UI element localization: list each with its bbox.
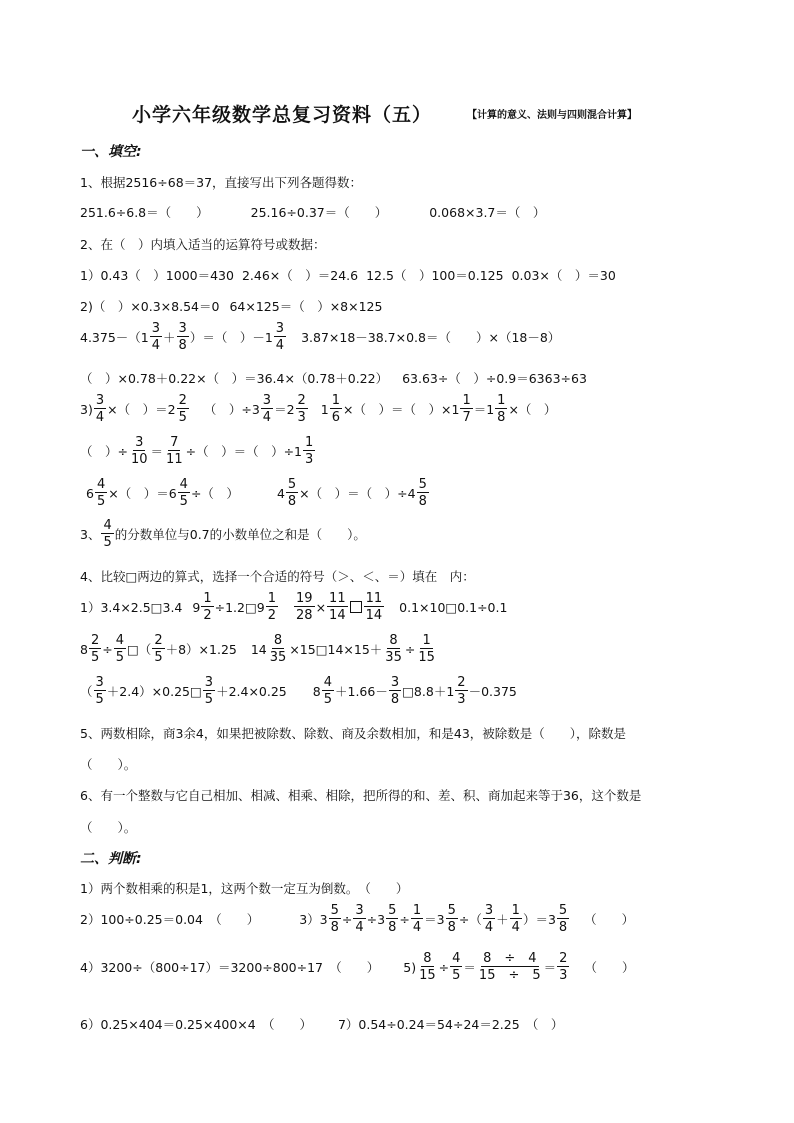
judge-3g: ＋ [496,912,509,927]
q2-3b: ＋ [163,330,176,345]
judge-7: 7）0.54÷0.24＝54÷24＝2.25 （ ） [337,1017,564,1032]
page-subtitle: 【计算的意义、法则与四则混合计算】 [467,110,637,121]
fraction [261,394,273,424]
denominator: 5 [323,692,332,707]
numerator: 2 [297,393,306,408]
denominator: 8 [330,920,339,935]
judge-line-3 [80,952,634,982]
q2-6b: ＝ [150,444,164,459]
denominator: 4 [412,920,422,935]
numerator: 3 [484,903,494,918]
q1-stem: 1、根据2516÷68＝37，直接写出下列各题得数： [80,175,363,190]
denominator: 15 [419,968,436,983]
q4-line-1 [80,592,507,622]
q4-1b: 9 [192,599,201,615]
fraction [329,904,341,934]
denominator: 8 [390,692,400,707]
numerator: 5 [447,903,456,918]
numerator: 4 [323,675,332,690]
q2-6c: ÷（ ）＝（ ）÷1 [185,444,302,459]
judge-3b: ÷ [341,911,353,927]
numerator: 4 [452,951,461,966]
fraction [286,478,298,508]
denominator: 5 [103,535,112,550]
q4-3b: ＋2.4）×0.25□ [106,684,202,699]
judge-5c: ＝ [463,960,476,975]
fraction [129,436,150,466]
q4-1c: ÷1.2□9 [214,599,265,615]
numerator: 8 [423,951,432,966]
judge-3c: ÷3 [366,911,386,927]
q6-line-1: 6、有一个整数与它自己相加、相减、相乘、相除，把所得的和、差、积、商加起来等于36，这个数是 [80,788,642,803]
fraction [101,519,113,549]
q4-3c: ＋2.4×0.25 [216,684,287,699]
q2-line-7 [80,478,430,508]
q4-2e: 14 [250,641,267,657]
judge-6: 6）0.25×404＝0.25×400×4 （ ） [80,1017,312,1032]
numerator: 3 [135,435,144,450]
denominator: 3 [559,968,568,983]
numerator: 3 [390,675,400,690]
q1-items [80,203,545,221]
q4-stem: 4、比较□两边的算式，选择一个合适的符号（＞、＜、＝）填在 内： [80,569,475,584]
numerator: 7 [170,435,179,450]
denominator: 14 [329,608,346,623]
numerator: 2 [154,633,163,648]
judge-1: 1）两个数相乘的积是1，这两个数一定互为倒数。 （ ） [80,881,409,896]
q4-1a: 1）3.4×2.5□3.4 [80,600,183,615]
fraction-3-4 [274,322,286,352]
q2-5b: ×（ ）＝2 [107,402,176,417]
numerator: 1 [412,903,422,918]
judge-5e: （ ） [584,960,635,975]
numerator: 3 [151,321,161,336]
judge-5d: ＝ [543,960,557,975]
denominator: 7 [462,410,471,425]
fraction [416,634,437,664]
numerator: 1 [305,435,314,450]
fraction [383,634,404,664]
judge-3e: ＝3 [424,912,445,927]
numerator: 19 [296,591,313,606]
fraction [152,634,164,664]
denominator: 4 [95,410,105,425]
q6-line-2: （ ）。 [80,820,137,835]
q5-line-1: 5、两数相除，商3余4，如果把被除数、除数、商及余数相加，和是43，被除数是（ ），除数是 [80,726,627,741]
q4-1e: 0.1×10□0.1÷0.1 [399,599,508,615]
fraction [483,904,495,934]
q2-1b: 2.46×（ ）＝24.6 [241,268,359,283]
fraction [417,478,429,508]
fraction [203,676,215,706]
q3-a: 3、 [80,527,101,542]
fraction-3-8 [177,322,189,352]
numerator: 2 [559,951,568,966]
denominator: 5 [154,650,163,665]
fraction [296,394,308,424]
q2-5d: ＝2 [274,402,295,417]
judge-line-4 [80,1015,563,1033]
denominator: 8 [418,494,427,509]
fraction [303,436,315,466]
fraction [266,592,278,622]
q2-line-1 [80,266,616,284]
denominator: 3 [457,692,466,707]
denominator: 8 [388,920,397,935]
fraction [114,634,126,664]
numerator: 3 [355,903,364,918]
numerator: 3 [95,675,104,690]
judge-2: 2）100÷0.25＝0.04 （ ） [80,912,260,927]
fraction [164,436,185,466]
q2-line-5 [80,394,556,424]
q4-2g: ÷ [404,641,416,657]
fraction [294,592,315,622]
q2-6a: （ ）÷ [80,444,128,459]
denominator: 5 [95,692,104,707]
fraction [386,904,398,934]
judge-3h: ）＝3 [522,912,556,927]
fraction [411,904,423,934]
fraction [327,592,348,622]
q2-5e: 1 [320,401,329,417]
numerator: 3 [275,321,285,336]
judge-3f: ÷（ [458,912,482,927]
denominator: 2 [267,608,277,623]
judge-3d: ÷ [399,911,410,927]
q4-3e: ＋1.66－ [335,684,388,699]
denominator: 4 [151,338,161,353]
denominator: 3 [305,452,314,467]
q3-line [80,519,366,549]
numerator: 1 [331,393,341,408]
q4-line-3 [80,676,517,706]
numerator: 5 [558,903,568,918]
numerator: 1 [203,591,212,606]
denominator: 5 [179,494,188,509]
q2-line-6 [80,436,316,466]
denominator: 8 [287,494,297,509]
fraction [557,952,569,982]
q2-7b: ×（ ）＝6 [108,486,177,501]
numerator: 11 [365,591,383,606]
denominator: 5 [452,968,461,983]
q1-item-b: 25.16÷0.37＝（ ） [250,205,388,220]
q2-line-3 [80,322,560,352]
numerator: 8 [273,633,283,648]
fraction-3-4 [150,322,162,352]
q2-7a: 6 [86,485,94,501]
fraction [460,394,472,424]
fraction [178,478,190,508]
judge-3a: 3）3 [299,912,328,927]
numerator: 11 [329,591,346,606]
numerator: 2 [457,675,466,690]
fraction [389,676,401,706]
fraction [94,394,106,424]
q2-7c: ÷（ ） [190,486,239,501]
judge-3i: （ ） [584,912,635,927]
q2-5h: ×（ ） [508,402,557,417]
q4-3g: －0.375 [468,684,517,699]
fraction [417,952,438,982]
compare-box[interactable] [350,601,362,613]
q1-item-c: 0.068×3.7＝（ ） [429,205,546,220]
judge-5b: ÷ [438,959,450,975]
numerator: 4 [103,518,112,533]
fraction [495,394,507,424]
q2-stem: 2、在（ ）内填入适当的运算符号或数据： [80,237,326,252]
numerator: 1 [267,591,277,606]
q2-5a: 3) [80,401,93,417]
q4-2b: ÷ [102,641,113,657]
q2-4b: 63.63÷（ ）÷0.9＝6363÷63 [402,371,587,386]
numerator: 5 [418,477,427,492]
fraction [353,904,365,934]
q4-line-2 [80,634,438,664]
denominator: 5 [178,410,187,425]
numerator: 3 [178,321,187,336]
denominator: 8 [497,410,506,425]
q2-2b: 64×125＝（ ）×8×125 [229,299,383,314]
judge-4: 4）3200÷（800÷17）＝3200÷800÷17 （ ） [80,960,380,975]
judge-line-2 [80,904,634,934]
numerator: 1 [511,903,520,918]
q2-line-2 [80,297,382,315]
q2-1a: 1）0.43（ ）1000＝430 [80,268,234,283]
fraction [177,394,189,424]
q2-5f: ×（ ）＝（ ）×1 [343,402,460,417]
denominator: 5 [204,692,214,707]
q4-2d: ＋8）×1.25 [165,642,237,657]
denominator: 4 [511,920,520,935]
q4-3f: □8.8＋1 [402,684,455,699]
numerator: 3 [95,393,105,408]
q5-line-2: （ ）。 [80,757,137,772]
numerator: 4 [115,633,124,648]
q2-line-4 [80,369,587,387]
numerator: 2 [90,633,100,648]
fraction [477,952,543,982]
section-judge-heading: 二、判断: [80,851,142,867]
denominator: 28 [296,608,313,623]
denominator: 4 [262,410,272,425]
denominator: 15 ÷ 5 [478,968,541,983]
numerator: 5 [388,903,397,918]
numerator: 4 [179,477,188,492]
fraction [450,952,462,982]
q4-2f: ×15□14×15＋ [289,642,383,657]
fraction [330,394,342,424]
q3-b: 的分数单位与0.7的小数单位之和是（ ）。 [114,527,366,542]
numerator: 4 [96,477,106,492]
denominator: 5 [90,650,100,665]
q2-4a: （ ）×0.78＋0.22×（ ）＝36.4×（0.78＋0.22） [80,371,389,386]
denominator: 3 [297,410,306,425]
denominator: 5 [115,650,124,665]
q2-7d: 4 [276,485,285,501]
numerator: 1 [462,393,471,408]
q2-1d: 0.03×（ ）＝30 [511,268,616,283]
q2-7e: ×（ ）＝（ ）÷4 [299,486,416,501]
fraction [201,592,213,622]
q1-item-a: 251.6÷6.8＝（ ） [80,205,209,220]
denominator: 8 [558,920,568,935]
denominator: 35 [269,650,287,665]
fraction [94,676,106,706]
q2-3a: 4.375－（1 [80,330,149,345]
fraction [95,478,107,508]
q4-3d: 8 [312,683,321,699]
denominator: 11 [166,452,183,467]
fraction [557,904,569,934]
fraction [510,904,522,934]
denominator: 14 [365,608,383,623]
q2-5c: （ ）÷3 [203,402,260,417]
fraction [322,676,334,706]
fraction [455,676,467,706]
numerator: 2 [178,393,187,408]
denominator: 8 [178,338,187,353]
q2-2a: 2)（ ）×0.3×8.54＝0 [80,299,220,314]
q2-3c: ）＝（ ）－1 [189,330,273,345]
denominator: 10 [130,452,148,467]
numerator: 5 [287,477,297,492]
denominator: 4 [355,920,364,935]
numerator: 5 [330,903,339,918]
denominator: 2 [203,608,212,623]
q4-1d: × [315,599,327,615]
fraction [268,634,289,664]
q2-1c: 12.5（ ）100＝0.125 [366,268,504,283]
fraction [446,904,458,934]
numerator: 3 [262,393,272,408]
numerator: 8 ÷ 4 [483,951,537,966]
denominator: 5 [96,494,106,509]
judge-5a: 5) [403,959,417,975]
denominator: 35 [385,650,402,665]
q4-2a: 8 [80,641,88,657]
fraction [364,592,385,622]
q4-2c: □（ [127,642,152,657]
denominator: 4 [484,920,494,935]
numerator: 1 [422,633,431,648]
page-title: 小学六年级数学总复习资料（五） [132,104,433,126]
denominator: 6 [331,410,341,425]
numerator: 3 [204,675,214,690]
fraction [89,634,101,664]
numerator: 8 [389,633,398,648]
denominator: 8 [447,920,456,935]
section-fill-blank-heading: 一、填空: [80,144,142,160]
denominator: 15 [418,650,435,665]
denominator: 4 [275,338,285,353]
q2-5g: ＝1 [473,402,495,417]
numerator: 1 [497,393,506,408]
q4-3a: （ [80,684,93,699]
q2-3d: 3.87×18－38.7×0.8＝（ ）×（18－8） [301,330,561,345]
